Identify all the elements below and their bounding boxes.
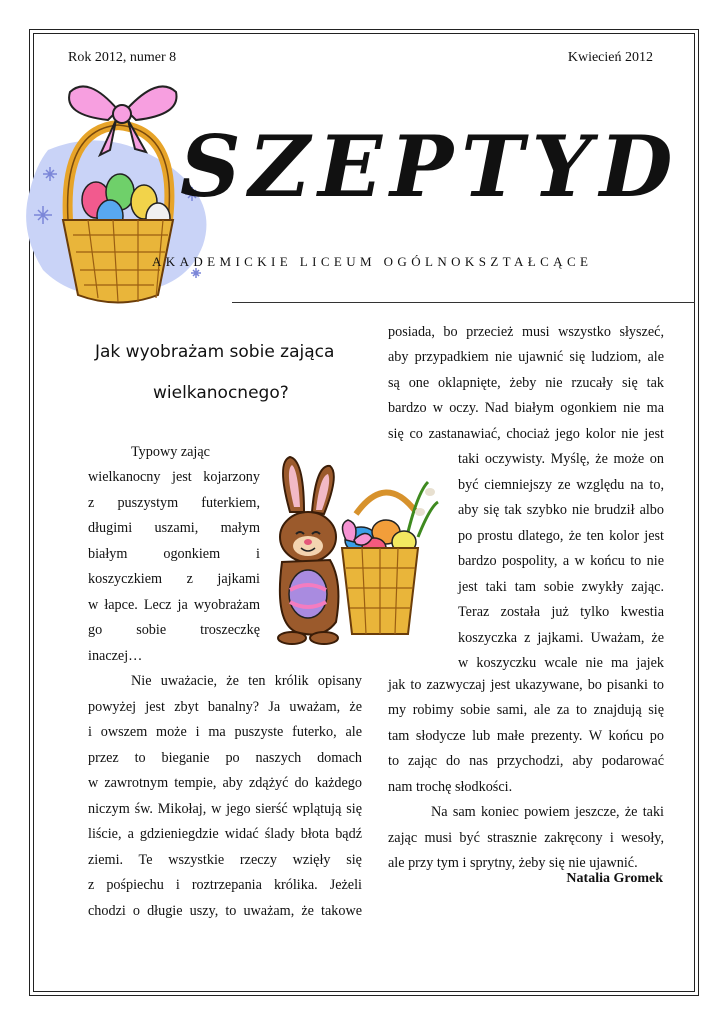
right-col-line: ale przy tym i sprytny, żeby się nie ujawnić. [388, 855, 638, 871]
right-col-line: nam trochę słodkości. [388, 779, 513, 795]
left-col-line: inaczej… [88, 648, 143, 664]
left-col-line: przez to bieganie po naszych domach [88, 750, 362, 766]
right-col-line: tam słodycze lub małe prezenty. W końcu po [388, 728, 664, 744]
left-col-line: w zawrotnym tempie, aby zdążyć do każdego [88, 775, 362, 791]
left-col-line: Nie uważacie, że ten królik opisany [131, 673, 362, 689]
right-col-line: być ciemniejszy ze względu na to, [458, 477, 664, 493]
right-col-line: taki oczywisty. Myślę, że może on [458, 451, 664, 467]
article-author: Natalia Gromek [566, 871, 663, 886]
right-col-line: koszyczka z jajkami. Uważam, że [458, 630, 664, 646]
issue-date: Kwiecień 2012 [567, 50, 653, 65]
left-col-line: z pośpiechu i roztrzepania królika. Jeżeli [88, 877, 362, 893]
right-col-line: bardzo w oczy. Nad białym ogonkiem nie ma [388, 400, 664, 416]
right-col-line: jest taki tam sobie zwykły zając. [458, 579, 664, 595]
newspaper-title: SZEPTYD [180, 117, 681, 216]
left-col-line: niczym św. Mikołaj, w jego sierść wplątują się [88, 801, 362, 817]
left-col-line: wielkanocny jest kojarzony [88, 469, 260, 485]
header-separator [232, 302, 695, 303]
right-col-line: my robimy sobie sami, ale za to znajdują się [388, 702, 664, 718]
right-col-line: aby się tak szybko nie brudził albo [458, 502, 664, 518]
issue-number: Rok 2012, numer 8 [68, 50, 177, 65]
left-col-line: białym ogonkiem i [88, 546, 260, 562]
right-col-line: w koszyczku wcale nie ma jajek [458, 655, 664, 671]
right-col-line: są one oklapnięte, żeby nie rzucały się tak [388, 375, 664, 391]
left-col-line: liście, a gdzieniegdzie widać ślady błota bądź [88, 826, 362, 842]
right-col-line: Teraz została już tylko kwestia [458, 604, 664, 620]
left-col-line: Typowy zając [131, 444, 210, 460]
left-col-line: i owszem może i ma puszyste futerko, ale [88, 724, 362, 740]
right-col-line: po prostu dlatego, że ten kolor jest [458, 528, 664, 544]
left-col-line: powyżej jest zbyt banalny? Ja uważam, że [88, 699, 362, 715]
right-col-line: aby przypadkiem nie ujawnić się ludziom, ale [388, 349, 664, 365]
article-title-line-1: Jak wyobrażam sobie zająca [95, 342, 335, 362]
right-col-line: zając musi być strasznie zakręcony i wesoły, [388, 830, 664, 846]
right-col-line: posiada, bo przecież musi wszystko słyszeć, [388, 324, 664, 340]
school-name: AKADEMICKIE LICEUM OGÓLNOKSZTAŁCĄCE [152, 254, 593, 269]
left-col-line: ziemi. Te wszystkie rzeczy wzięły się [88, 852, 362, 868]
right-col-line: bardzo pospolity, a w końcu to nie [458, 553, 664, 569]
easter-bunny-with-basket-icon [268, 452, 443, 650]
left-col-line: z puszystym futerkiem, [88, 495, 260, 511]
left-col-line: go sobie troszeczkę [88, 622, 260, 638]
right-col-line: się co zastanawiać, chociaż jego kolor nie jest [388, 426, 664, 442]
left-col-line: chodzi o długie uszy, to uważam, że takowe [88, 903, 362, 919]
right-col-line: Na sam koniec powiem jeszcze, że taki [431, 804, 664, 820]
right-col-line: jak to zazwyczaj jest ukazywane, bo pisanki to [388, 677, 664, 693]
left-col-line: w łapce. Lecz ja wyobrażam [88, 597, 260, 613]
left-col-line: koszyczkiem z jajkami [88, 571, 260, 587]
left-col-line: długimi uszami, małym [88, 520, 260, 536]
right-col-line: to zając do nas przychodzi, aby podarować [388, 753, 664, 769]
article-title-line-2: wielkanocnego? [153, 383, 289, 403]
